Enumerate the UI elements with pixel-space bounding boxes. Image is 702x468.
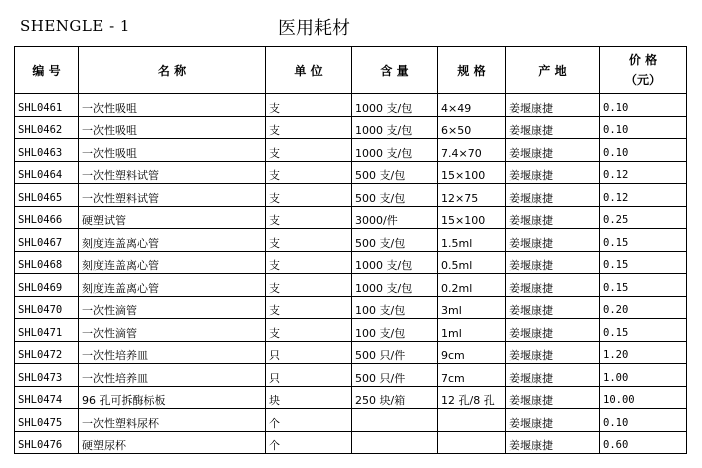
cell-spec: 15×100 xyxy=(438,161,506,184)
cell-price: 0.12 xyxy=(600,161,687,184)
cell-name: 一次性吸咀 xyxy=(79,116,266,139)
cell-price: 0.15 xyxy=(600,229,687,252)
document-code: SHENGLE - 1 xyxy=(20,17,130,35)
cell-code: SHL0466 xyxy=(15,206,79,229)
table-row xyxy=(15,296,687,319)
cell-unit: 支 xyxy=(266,229,352,252)
header-price-unit: （元） xyxy=(624,73,661,87)
cell-origin: 姜堰康捷 xyxy=(506,161,600,184)
cell-code: SHL0476 xyxy=(15,431,79,454)
cell-spec: 12×75 xyxy=(438,184,506,207)
cell-name: 一次性培养皿 xyxy=(79,341,266,364)
cell-name: 一次性塑料试管 xyxy=(79,184,266,207)
cell-code: SHL0473 xyxy=(15,364,79,387)
cell-content: 500 支/包 xyxy=(352,184,438,207)
cell-content: 3000/件 xyxy=(352,206,438,229)
cell-content: 1000 支/包 xyxy=(352,274,438,297)
cell-name: 一次性滴管 xyxy=(79,296,266,319)
cell-price: 0.12 xyxy=(600,184,687,207)
cell-name: 硬塑试管 xyxy=(79,206,266,229)
table-row xyxy=(15,364,687,387)
header-code: 编 号 xyxy=(15,47,79,94)
table-row xyxy=(15,274,687,297)
cell-unit: 支 xyxy=(266,184,352,207)
cell-unit: 支 xyxy=(266,206,352,229)
cell-spec: 1ml xyxy=(438,319,506,342)
cell-origin: 姜堰康捷 xyxy=(506,251,600,274)
cell-unit: 支 xyxy=(266,94,352,117)
header-unit: 单 位 xyxy=(266,47,352,94)
cell-spec: 9cm xyxy=(438,341,506,364)
cell-code: SHL0469 xyxy=(15,274,79,297)
cell-unit: 支 xyxy=(266,161,352,184)
cell-price: 0.20 xyxy=(600,296,687,319)
table-row xyxy=(15,341,687,364)
cell-spec: 7.4×70 xyxy=(438,139,506,162)
table-row xyxy=(15,431,687,454)
cell-origin: 姜堰康捷 xyxy=(506,274,600,297)
cell-spec: 1.5ml xyxy=(438,229,506,252)
cell-name: 刻度连盖离心管 xyxy=(79,274,266,297)
cell-code: SHL0464 xyxy=(15,161,79,184)
header-origin: 产 地 xyxy=(506,47,600,94)
table-row xyxy=(15,206,687,229)
cell-name: 刻度连盖离心管 xyxy=(79,251,266,274)
header-price-label: 价 格 xyxy=(628,53,658,67)
cell-unit: 块 xyxy=(266,386,352,409)
cell-name: 硬塑尿杯 xyxy=(79,431,266,454)
cell-price: 0.15 xyxy=(600,319,687,342)
cell-origin: 姜堰康捷 xyxy=(506,94,600,117)
table-row xyxy=(15,251,687,274)
cell-origin: 姜堰康捷 xyxy=(506,364,600,387)
cell-code: SHL0470 xyxy=(15,296,79,319)
table-row xyxy=(15,184,687,207)
cell-content: 1000 支/包 xyxy=(352,94,438,117)
cell-spec: 0.2ml xyxy=(438,274,506,297)
cell-unit: 支 xyxy=(266,296,352,319)
cell-spec xyxy=(438,431,506,454)
cell-origin: 姜堰康捷 xyxy=(506,206,600,229)
cell-origin: 姜堰康捷 xyxy=(506,409,600,432)
cell-content: 100 支/包 xyxy=(352,319,438,342)
cell-price: 0.25 xyxy=(600,206,687,229)
cell-content: 1000 支/包 xyxy=(352,139,438,162)
cell-price: 0.15 xyxy=(600,274,687,297)
cell-name: 一次性吸咀 xyxy=(79,139,266,162)
cell-name: 一次性塑料试管 xyxy=(79,161,266,184)
cell-origin: 姜堰康捷 xyxy=(506,116,600,139)
cell-name: 96 孔可拆酶标板 xyxy=(79,386,266,409)
cell-spec: 12 孔/8 孔 xyxy=(438,386,506,409)
cell-unit: 只 xyxy=(266,364,352,387)
cell-content: 250 块/箱 xyxy=(352,386,438,409)
header-content: 含 量 xyxy=(352,47,438,94)
cell-price: 0.10 xyxy=(600,409,687,432)
table-row xyxy=(15,319,687,342)
cell-name: 一次性培养皿 xyxy=(79,364,266,387)
table-row xyxy=(15,139,687,162)
price-table xyxy=(14,46,687,454)
cell-content xyxy=(352,431,438,454)
cell-origin: 姜堰康捷 xyxy=(506,184,600,207)
cell-name: 刻度连盖离心管 xyxy=(79,229,266,252)
cell-code: SHL0463 xyxy=(15,139,79,162)
cell-code: SHL0467 xyxy=(15,229,79,252)
cell-origin: 姜堰康捷 xyxy=(506,296,600,319)
cell-price: 10.00 xyxy=(600,386,687,409)
cell-spec: 15×100 xyxy=(438,206,506,229)
cell-code: SHL0474 xyxy=(15,386,79,409)
header-spec: 规 格 xyxy=(438,47,506,94)
cell-content: 100 支/包 xyxy=(352,296,438,319)
cell-unit: 支 xyxy=(266,274,352,297)
cell-code: SHL0461 xyxy=(15,94,79,117)
header-name: 名 称 xyxy=(79,47,266,94)
cell-code: SHL0468 xyxy=(15,251,79,274)
table-row xyxy=(15,229,687,252)
table-row xyxy=(15,94,687,117)
cell-code: SHL0462 xyxy=(15,116,79,139)
table-row xyxy=(15,386,687,409)
cell-spec xyxy=(438,409,506,432)
cell-origin: 姜堰康捷 xyxy=(506,319,600,342)
cell-spec: 7cm xyxy=(438,364,506,387)
header-price xyxy=(600,47,687,94)
cell-unit: 支 xyxy=(266,251,352,274)
cell-content: 500 只/件 xyxy=(352,341,438,364)
cell-content xyxy=(352,409,438,432)
cell-spec: 3ml xyxy=(438,296,506,319)
cell-spec: 6×50 xyxy=(438,116,506,139)
cell-unit: 支 xyxy=(266,116,352,139)
table-row xyxy=(15,161,687,184)
cell-name: 一次性吸咀 xyxy=(79,94,266,117)
cell-unit: 只 xyxy=(266,341,352,364)
cell-name: 一次性塑料尿杯 xyxy=(79,409,266,432)
cell-unit: 支 xyxy=(266,139,352,162)
table-header-row xyxy=(15,47,687,94)
document-title: 医用耗材 xyxy=(278,18,350,39)
cell-code: SHL0475 xyxy=(15,409,79,432)
cell-name: 一次性滴管 xyxy=(79,319,266,342)
cell-content: 500 支/包 xyxy=(352,161,438,184)
cell-origin: 姜堰康捷 xyxy=(506,386,600,409)
cell-unit: 个 xyxy=(266,409,352,432)
cell-price: 0.10 xyxy=(600,139,687,162)
table-body xyxy=(15,94,687,454)
table-row xyxy=(15,116,687,139)
cell-price: 0.10 xyxy=(600,116,687,139)
cell-price: 0.10 xyxy=(600,94,687,117)
cell-unit: 支 xyxy=(266,319,352,342)
cell-origin: 姜堰康捷 xyxy=(506,341,600,364)
cell-price: 0.60 xyxy=(600,431,687,454)
cell-content: 1000 支/包 xyxy=(352,251,438,274)
cell-code: SHL0465 xyxy=(15,184,79,207)
cell-origin: 姜堰康捷 xyxy=(506,229,600,252)
cell-origin: 姜堰康捷 xyxy=(506,139,600,162)
cell-content: 500 只/件 xyxy=(352,364,438,387)
cell-content: 1000 支/包 xyxy=(352,116,438,139)
cell-price: 0.15 xyxy=(600,251,687,274)
cell-origin: 姜堰康捷 xyxy=(506,431,600,454)
cell-spec: 0.5ml xyxy=(438,251,506,274)
cell-content: 500 支/包 xyxy=(352,229,438,252)
cell-unit: 个 xyxy=(266,431,352,454)
cell-price: 1.20 xyxy=(600,341,687,364)
cell-code: SHL0471 xyxy=(15,319,79,342)
table-row xyxy=(15,409,687,432)
cell-spec: 4×49 xyxy=(438,94,506,117)
cell-price: 1.00 xyxy=(600,364,687,387)
cell-code: SHL0472 xyxy=(15,341,79,364)
